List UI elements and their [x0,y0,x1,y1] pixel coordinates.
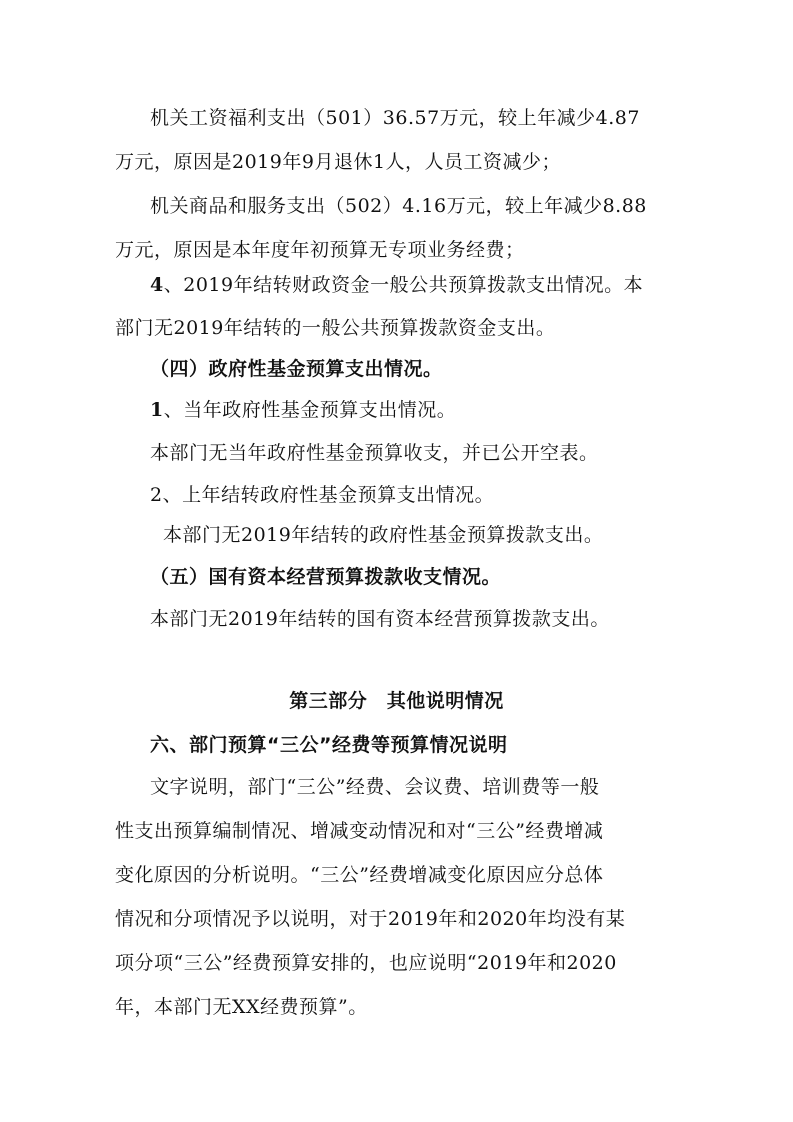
item-text: 、当年政府性基金预算支出情况。 [163,399,457,421]
paragraph-line: 部门无2019年结转的一般公共预算拨款资金支出。 [115,317,556,339]
paragraph-line: 情况和分项情况予以说明，对于2019年和2020年均没有某 [115,908,626,930]
paragraph-line [0,268,793,302]
paragraph-line: 本部门无当年政府性基金预算收支，并已公开空表。 [150,442,599,464]
section-heading: （四）政府性基金预算支出情况。 [150,358,443,380]
paragraph-line: 年，本部门无XX经费预算”。 [115,996,368,1018]
paragraph-line: 文字说明，部门“三公”经费、会议费、培训费等一般 [150,776,600,798]
section-heading: （五）国有资本经营预算拨款收支情况。 [150,566,502,588]
item-number: 4 [150,274,164,296]
paragraph-line: 机关商品和服务支出（502）4.16万元，较上年减少8.88 [150,195,647,217]
paragraph-line: 机关工资福利支出（501）36.57万元，较上年减少4.87 [150,107,640,129]
paragraph-line: 本部门无2019年结转的政府性基金预算拨款支出。 [163,524,604,546]
section-heading: 六、部门预算“三公”经费等预算情况说明 [150,734,508,756]
paragraph-line: 项分项“三公”经费预算安排的，也应说明“2019年和2020 [115,952,617,974]
paragraph-line [0,393,793,427]
item-text: 、2019年结转财政资金一般公共预算拨款支出情况。本 [163,274,644,296]
paragraph-line: 2、上年结转政府性基金预算支出情况。 [150,484,495,506]
item-number: 1 [150,399,164,421]
paragraph-line: 性支出预算编制情况、增减变动情况和对“三公”经费增减 [115,820,604,842]
paragraph-line: 变化原因的分析说明。“三公”经费增减变化原因应分总体 [115,864,604,886]
paragraph-line: 万元，原因是2019年9月退休1人，人员工资减少； [115,151,562,173]
paragraph-line: 万元，原因是本年度年初预算无专项业务经费； [115,239,525,261]
paragraph-line: 本部门无2019年结转的国有资本经营预算拨款支出。 [150,608,610,630]
part-title: 第三部分 其他说明情况 [289,690,504,712]
